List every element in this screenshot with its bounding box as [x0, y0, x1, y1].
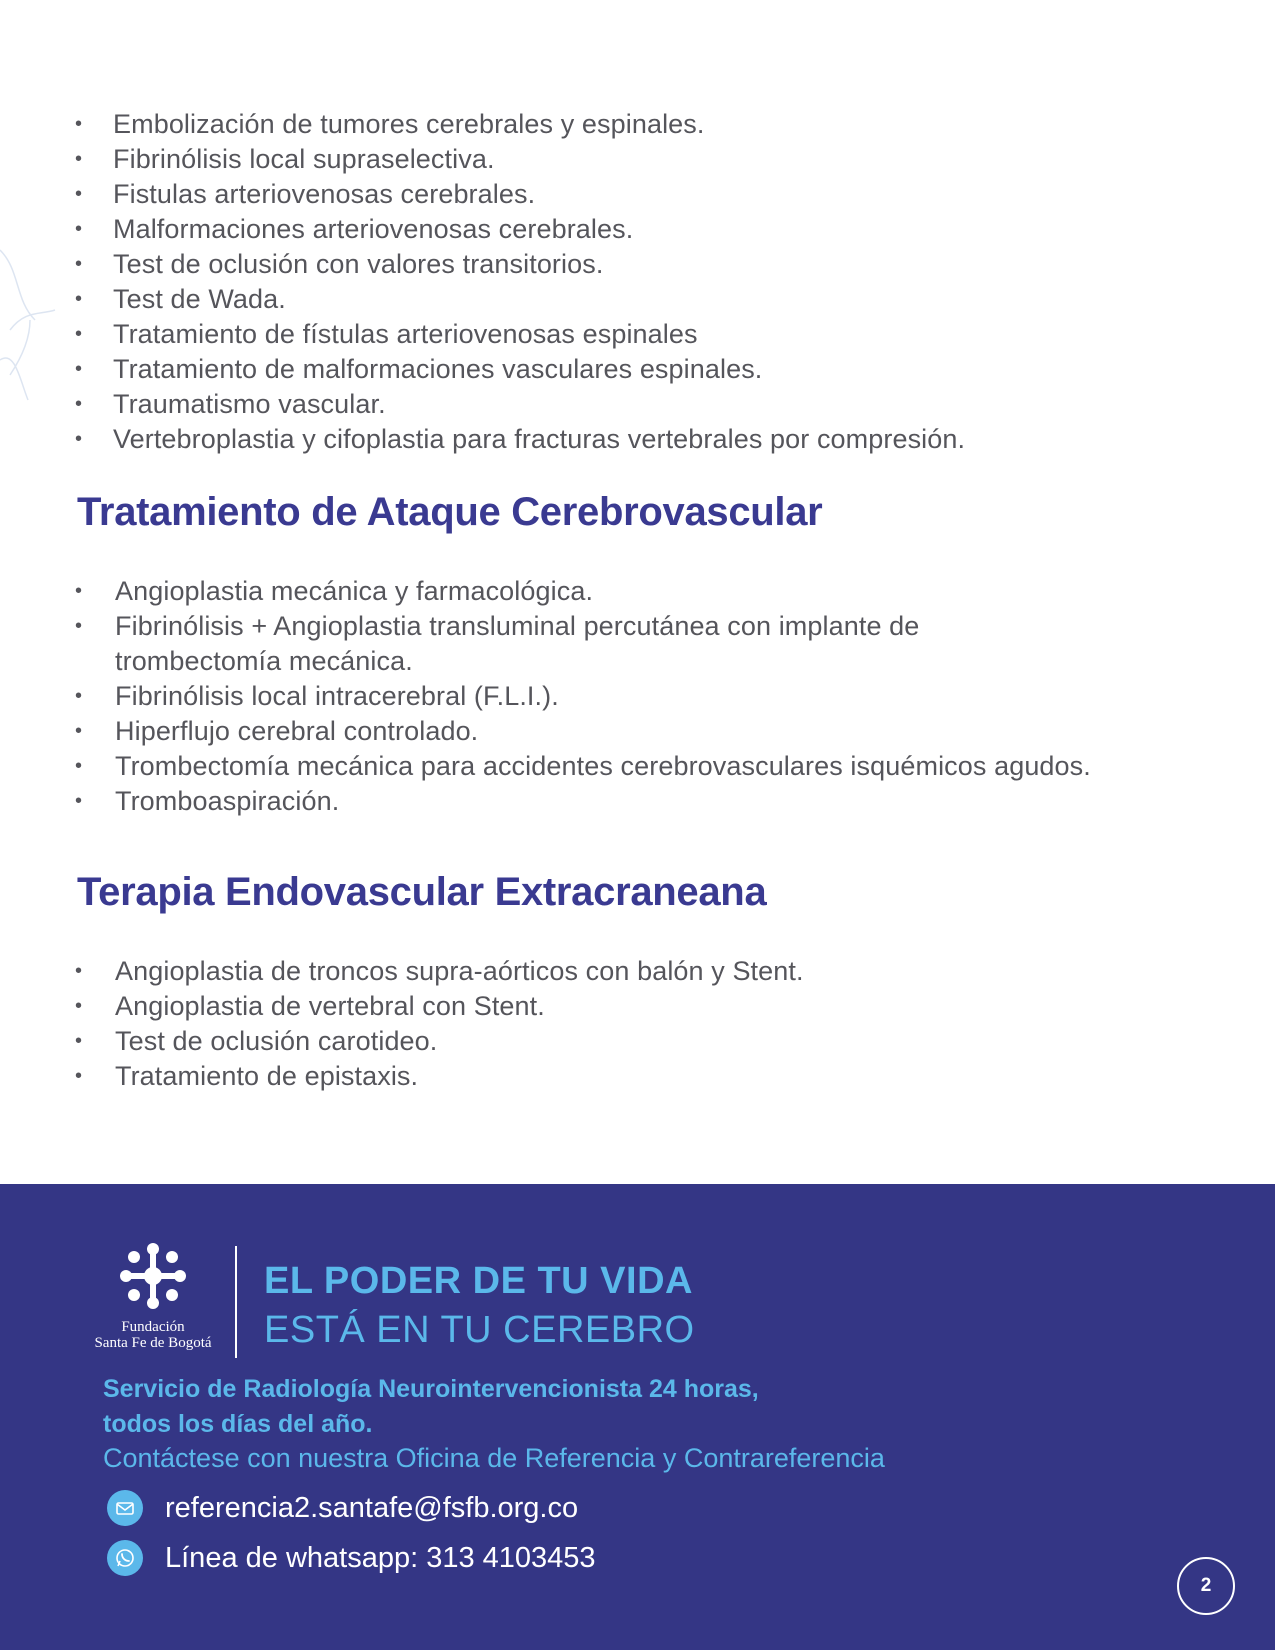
divider [235, 1246, 237, 1358]
list-item: • Tromboaspiración. [75, 784, 1205, 819]
contact-text: Contáctese con nuestra Oficina de Referencia y Contrareferencia [103, 1443, 885, 1473]
extracranial-therapy-list [75, 954, 804, 1094]
list-item: • Tratamiento de malformaciones vasculares espinales. [75, 352, 965, 387]
foundation-logo [88, 1241, 218, 1351]
procedure-list [75, 107, 965, 457]
decorative-vein-graphic [0, 210, 70, 410]
list-item: • Test de oclusión carotideo. [75, 1024, 804, 1059]
footer-banner [0, 1184, 1275, 1650]
list-item: • Vertebroplastia y cifoplastia para fracturas vertebrales por compresión. [75, 422, 965, 457]
list-item: • Fibrinólisis local supraselectiva. [75, 142, 965, 177]
logo-text-line1: Fundación [121, 1319, 185, 1335]
whatsapp-icon [107, 1540, 143, 1576]
list-item: • Tratamiento de fístulas arteriovenosas espinales [75, 317, 965, 352]
section-heading-stroke: Tratamiento de Ataque Cerebrovascular [77, 490, 823, 534]
list-item: • Malformaciones arteriovenosas cerebrales. [75, 212, 965, 247]
list-item: • Fistulas arteriovenosas cerebrales. [75, 177, 965, 212]
list-item: • Test de Wada. [75, 282, 965, 317]
page-number: 2 [1177, 1557, 1235, 1615]
list-item: • Traumatismo vascular. [75, 387, 965, 422]
service-description [103, 1372, 759, 1442]
email-link[interactable]: referencia2.santafe@fsfb.org.co [165, 1491, 579, 1524]
list-item: • Hiperflujo cerebral controlado. [75, 714, 1205, 749]
service-line1: Servicio de Radiología Neurointervencionista 24 horas, [103, 1375, 759, 1403]
list-item: • Angioplastia mecánica y farmacológica. [75, 574, 1205, 609]
list-item: • Fibrinólisis local intracerebral (F.L.I.). [75, 679, 1205, 714]
email-icon [107, 1490, 143, 1526]
list-item: • Embolización de tumores cerebrales y espinales. [75, 107, 965, 142]
list-item: • Test de oclusión con valores transitorios. [75, 247, 965, 282]
service-line2: todos los días del año. [103, 1410, 373, 1438]
list-item: • Fibrinólisis + Angioplastia transluminal percutánea con implante de trombectomía mecánica. [75, 609, 1015, 679]
logo-text-line2: Santa Fe de Bogotá [94, 1335, 212, 1351]
section-heading-extracranial: Terapia Endovascular Extracraneana [77, 870, 767, 914]
list-item: • Angioplastia de troncos supra-aórticos con balón y Stent. [75, 954, 804, 989]
foundation-logo-icon [118, 1241, 188, 1311]
slogan-line2: ESTÁ EN TU CEREBRO [264, 1309, 695, 1351]
email-contact[interactable] [107, 1490, 578, 1526]
list-item: • Tratamiento de epistaxis. [75, 1059, 804, 1094]
list-item: • Angioplastia de vertebral con Stent. [75, 989, 804, 1024]
list-item: • Trombectomía mecánica para accidentes cerebrovasculares isquémicos agudos. [75, 749, 1205, 784]
stroke-treatment-list [75, 574, 1205, 819]
whatsapp-contact[interactable] [107, 1540, 596, 1576]
whatsapp-number[interactable]: Línea de whatsapp: 313 4103453 [165, 1541, 596, 1574]
slogan-line1: EL PODER DE TU VIDA [264, 1260, 693, 1302]
